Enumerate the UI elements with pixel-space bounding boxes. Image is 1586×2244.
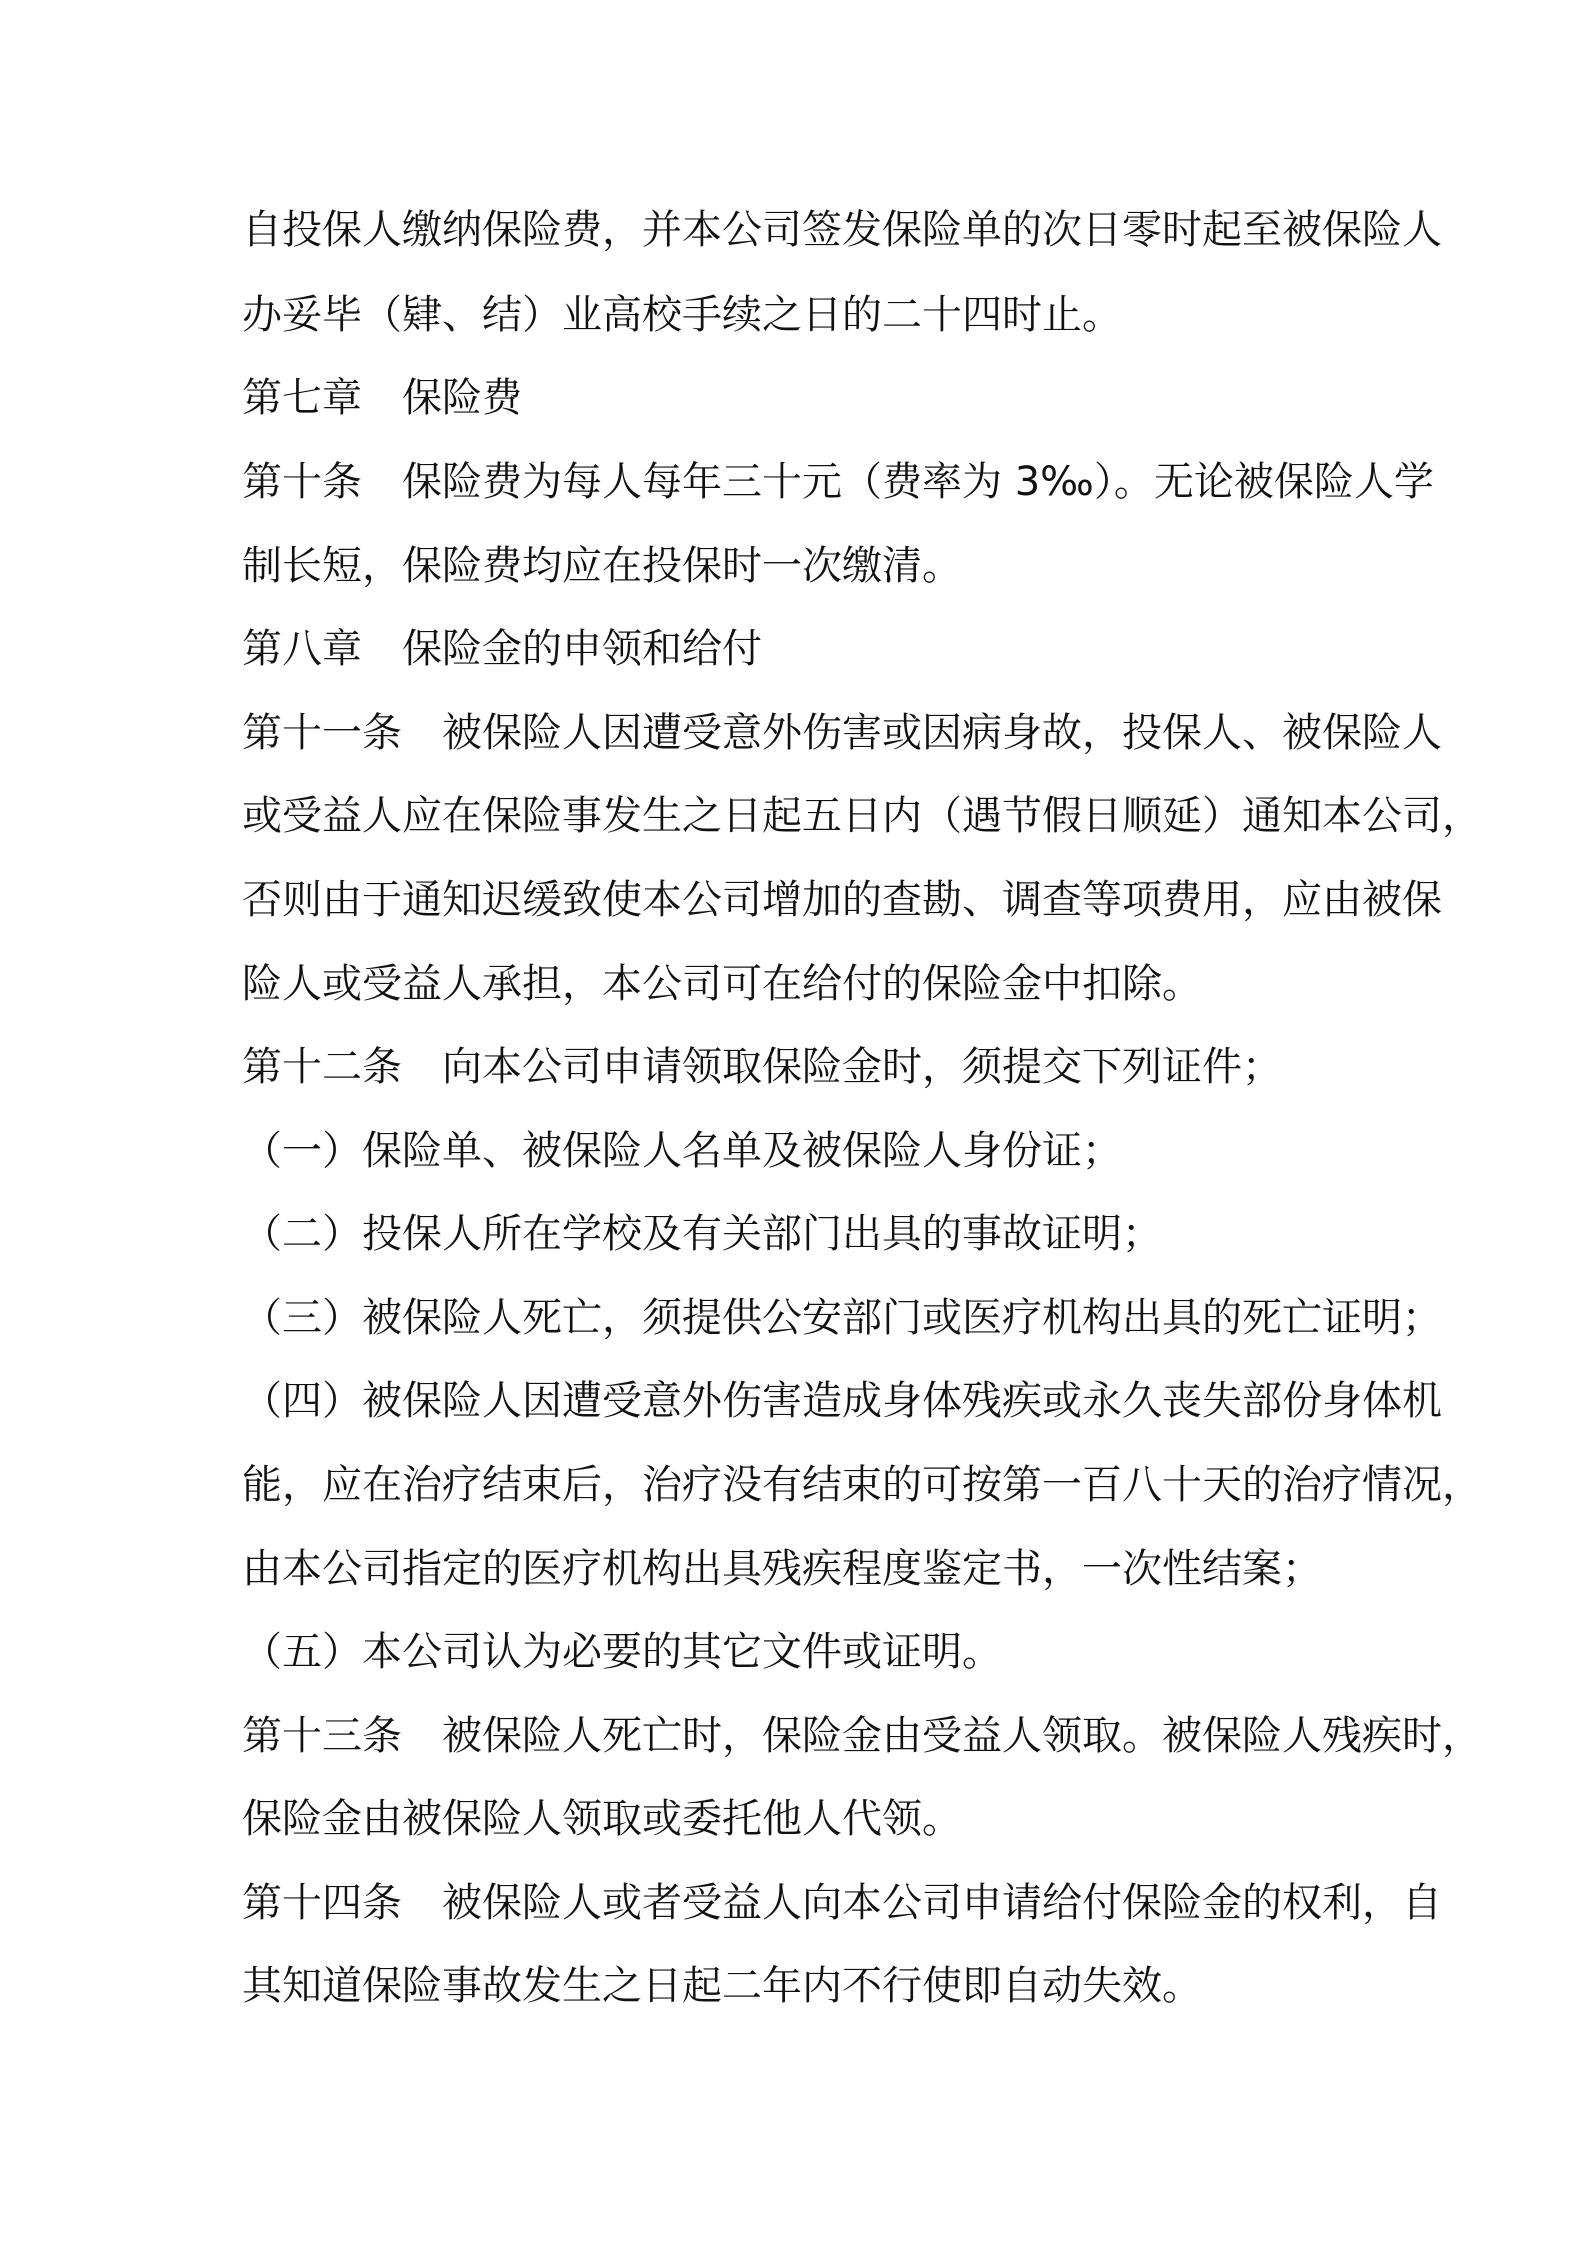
list-item-4-line-3: 由本公司指定的医疗机构出具残疾程度鉴定书，一次性结案；	[242, 1546, 1322, 1592]
article-12-line-1: 第十二条 向本公司申请领取保险金时，须提交下列证件；	[242, 1044, 1282, 1090]
list-item-4-line-1: （四）被保险人因遭受意外伤害造成身体残疾或永久丧失部份身体机	[242, 1378, 1442, 1424]
article-14-line-2: 其知道保险事故发生之日起二年内不行使即自动失效。	[242, 1963, 1202, 2009]
list-item-1: （一）保险单、被保险人名单及被保险人身份证；	[242, 1128, 1122, 1174]
article-10-line-2: 制长短，保险费均应在投保时一次缴清。	[242, 543, 962, 589]
article-13-line-2: 保险金由被保险人领取或委托他人代领。	[242, 1796, 962, 1842]
article-10-line-1: 第十条 保险费为每人每年三十元（费率为 3‰）。无论被保险人学	[242, 459, 1434, 505]
article-11-line-2: 或受益人应在保险事发生之日起五日内（遇节假日顺延）通知本公司，	[242, 793, 1482, 839]
article-11-line-3: 否则由于通知迟缓致使本公司增加的查勘、调查等项费用，应由被保	[242, 877, 1442, 923]
list-item-5: （五）本公司认为必要的其它文件或证明。	[242, 1629, 1002, 1675]
list-item-3: （三）被保险人死亡，须提供公安部门或医疗机构出具的死亡证明；	[242, 1295, 1442, 1341]
article-11-line-4: 险人或受益人承担，本公司可在给付的保险金中扣除。	[242, 961, 1202, 1007]
body-line-1: 自投保人缴纳保险费，并本公司签发保险单的次日零时起至被保险人	[242, 207, 1442, 253]
article-13-line-1: 第十三条 被保险人死亡时，保险金由受益人领取。被保险人残疾时，	[242, 1713, 1482, 1759]
body-line-2: 办妥毕（肄、结）业高校手续之日的二十四时止。	[242, 292, 1122, 338]
list-item-2: （二）投保人所在学校及有关部门出具的事故证明；	[242, 1211, 1162, 1257]
list-item-4-line-2: 能，应在治疗结束后，治疗没有结束的可按第一百八十天的治疗情况，	[242, 1462, 1482, 1508]
article-11-line-1: 第十一条 被保险人因遭受意外伤害或因病身故，投保人、被保险人	[242, 710, 1442, 756]
article-14-line-1: 第十四条 被保险人或者受益人向本公司申请给付保险金的权利，自	[242, 1880, 1442, 1926]
chapter-heading-7: 第七章 保险费	[242, 375, 522, 421]
chapter-heading-8: 第八章 保险金的申领和给付	[242, 626, 762, 672]
